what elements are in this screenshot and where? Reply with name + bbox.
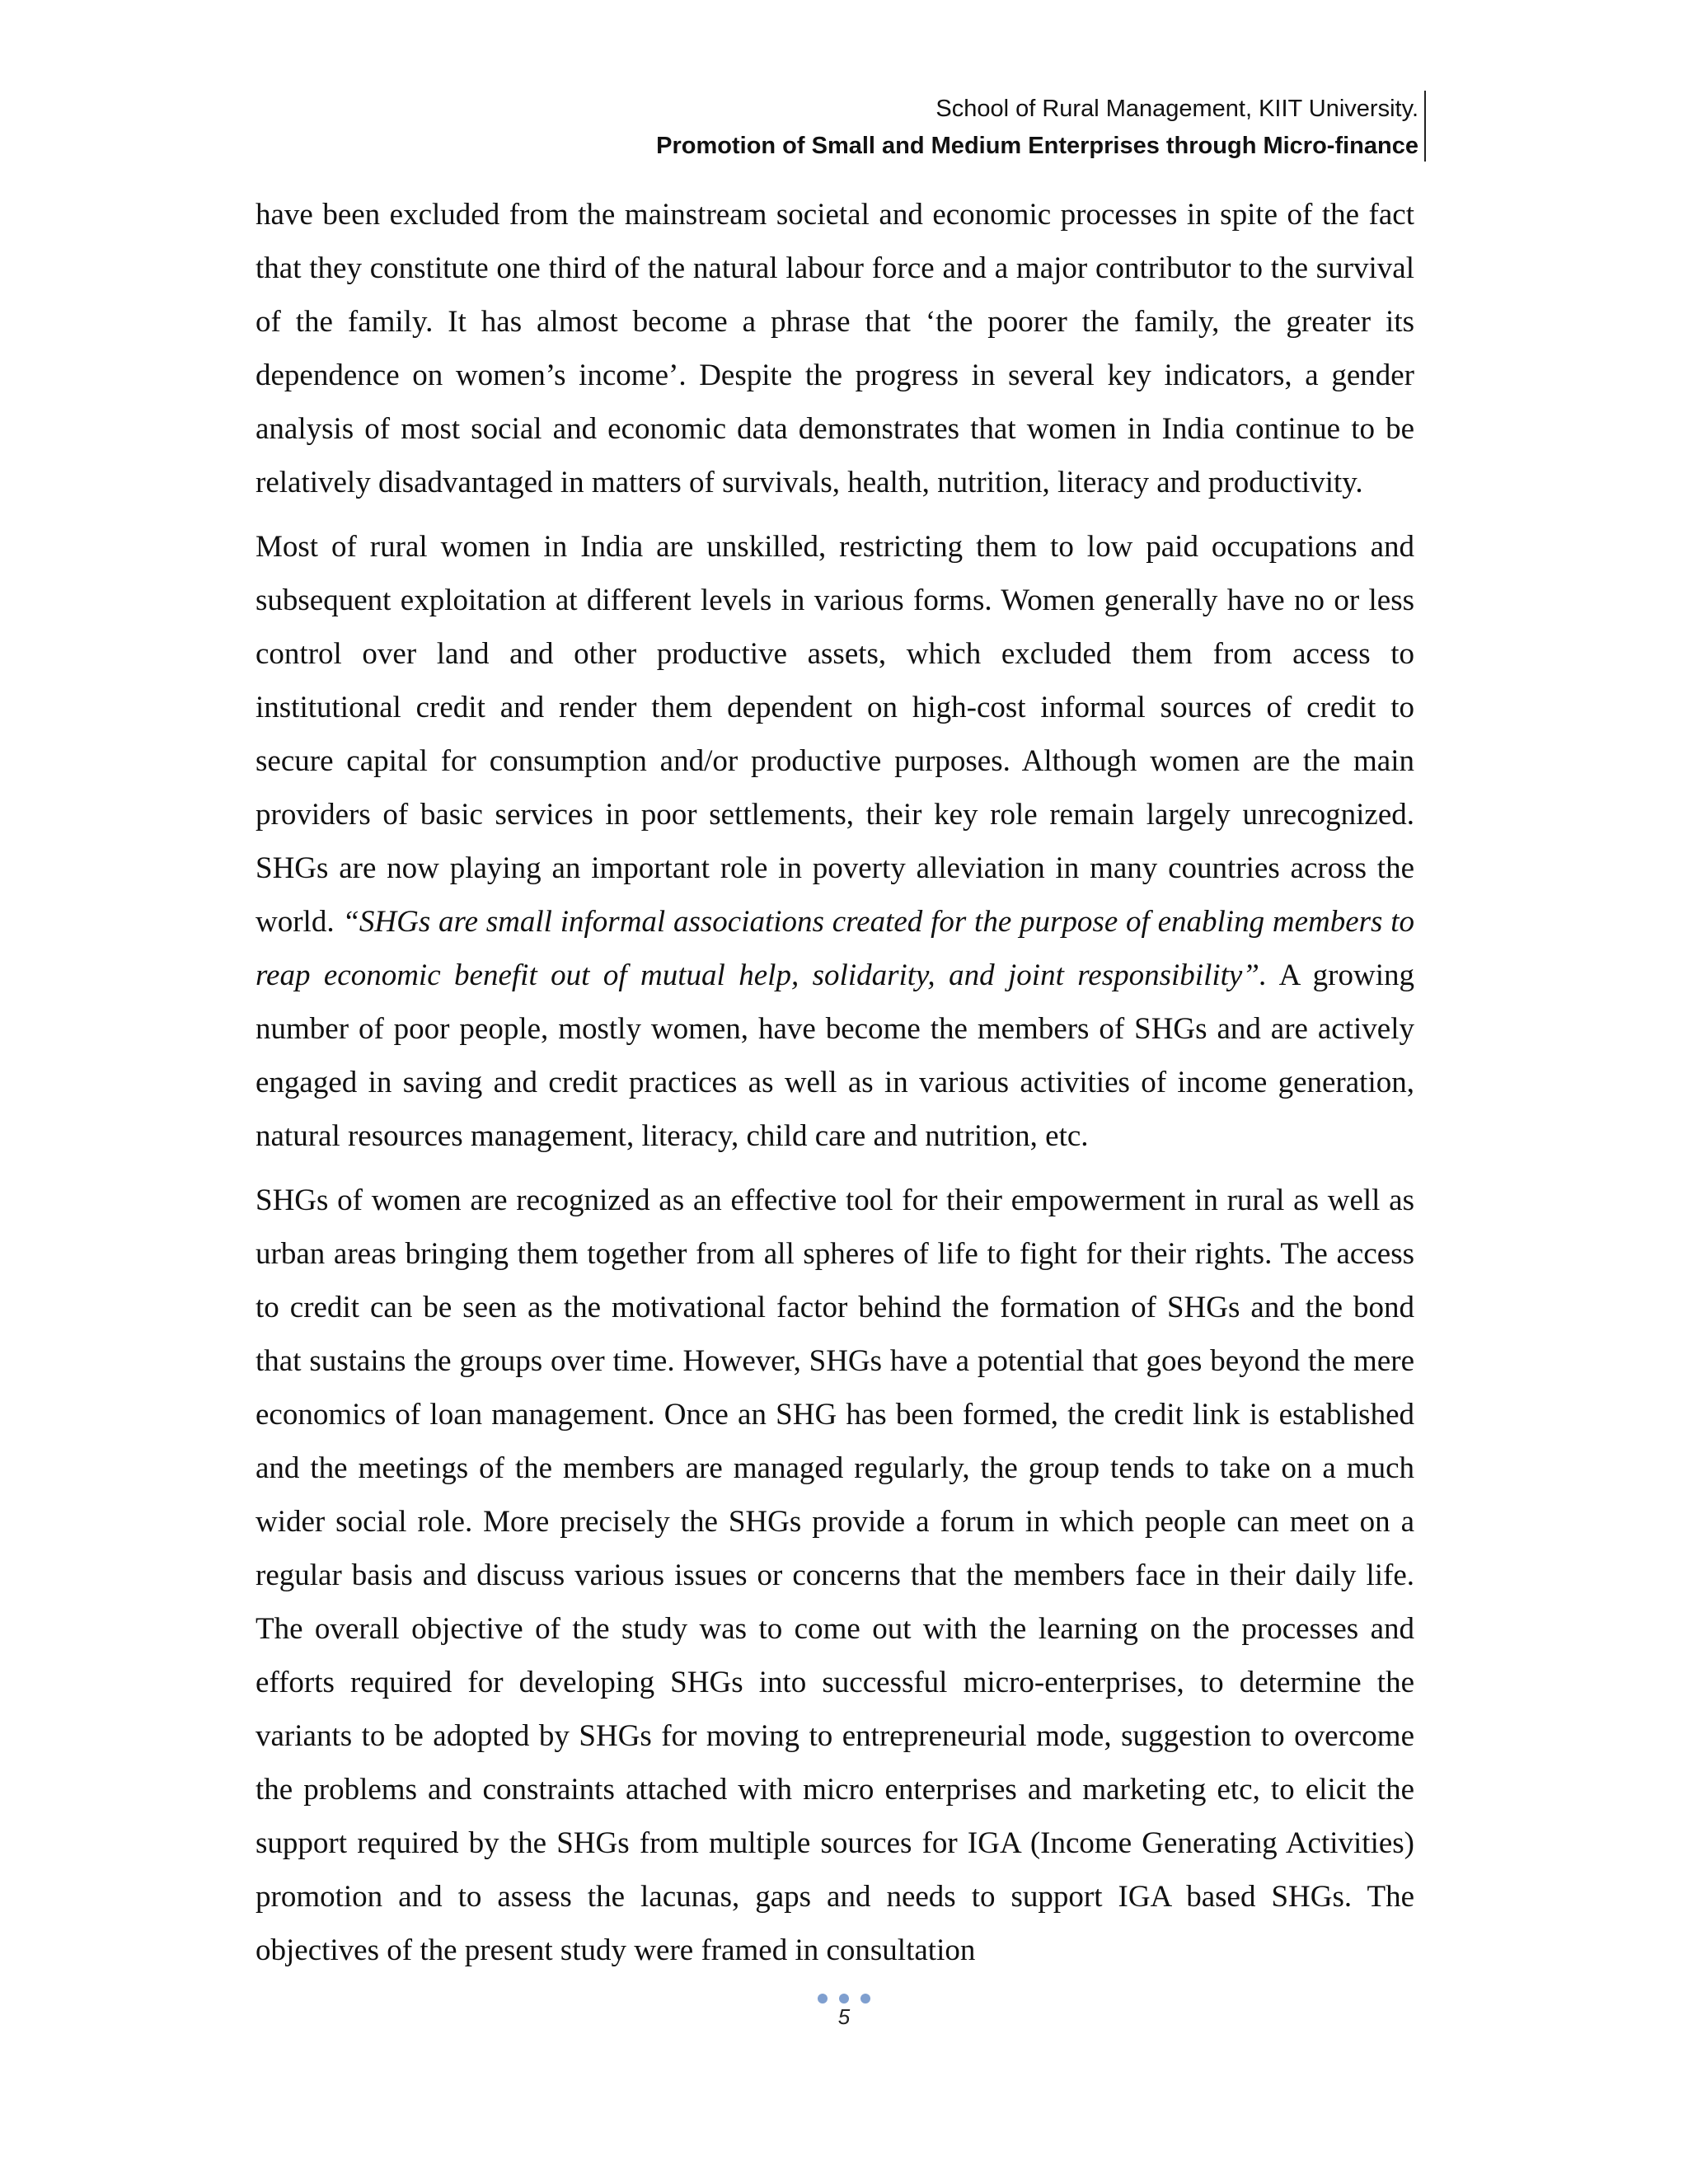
- header-document-title: Promotion of Small and Medium Enterprises through Micro-finance: [656, 133, 1418, 159]
- running-header: [656, 91, 1418, 165]
- paragraph-2-text-end: A growing number of poor people, mostly women, have become the members of SHGs and are actively engaged in saving and credit practices as well as in various activities of income generation, natural resources management, literacy, child care and nutrition, etc.: [256, 958, 1414, 1153]
- page-number: 5: [837, 2004, 851, 2029]
- header-institution: School of Rural Management, KIIT University.: [935, 96, 1418, 122]
- footer-dots-ornament: [818, 1993, 870, 2004]
- paragraph-2-text-start: Most of rural women in India are unskilled, restricting them to low paid occupations and subsequent exploitation at different levels in various forms. Women generally have no or less control over land and other productive assets, which excluded them from access to institutional credit and render them dependent on high-cost informal sources of credit to secure capital for consumption and/or productive purposes. Although women are the main providers of basic services in poor settlements, their key role remain largely unrecognized. SHGs are now playing an important role in poverty alleviation in many countries across the world.: [256, 530, 1414, 939]
- document-body: [256, 188, 1414, 1988]
- paragraph-3: SHGs of women are recognized as an effective tool for their empowerment in rural as well as urban areas bringing them together from all spheres of life to fight for their rights. The access to credit can be seen as the motivational factor behind the formation of SHGs and the bond that sustains the groups over time. However, SHGs have a potential that goes beyond the mere economics of loan management. Once an SHG has been formed, the credit link is established and the meetings of the members are managed regularly, the group tends to take on a much wider social role. More precisely the SHGs provide a forum in which people can meet on a regular basis and discuss various issues or concerns that the members face in their daily life. The overall objective of the study was to come out with the learning on the processes and efforts required for developing SHGs into successful micro-enterprises, to determine the variants to be adopted by SHGs for moving to entrepreneurial mode, suggestion to overcome the problems and constraints attached with micro enterprises and marketing etc, to elicit the support required by the SHGs from multiple sources for IGA (Income Generating Activities) promotion and to assess the lacunas, gaps and needs to support IGA based SHGs. The objectives of the present study were framed in consultation: [256, 1183, 1414, 1967]
- shg-definition-quote: “SHGs are small informal associations created for the purpose of enabling members to reap economic benefit out of mutual help, solidarity, and joint responsibility”.: [256, 905, 1414, 992]
- footer-dot: [818, 1994, 828, 2004]
- footer-dot: [839, 1994, 849, 2004]
- footer-dot: [860, 1994, 870, 2004]
- paragraph-1: have been excluded from the mainstream societal and economic processes in spite of the fact that they constitute one third of the natural labour force and a major contributor to the survival of the family. It has almost become a phrase that ‘the poorer the family, the greater its dependence on women’s income’. Despite the progress in several key indicators, a gender analysis of most social and economic data demonstrates that women in India continue to be relatively disadvantaged in matters of survivals, health, nutrition, literacy and productivity.: [256, 198, 1414, 499]
- paragraph-2: [256, 520, 1414, 1163]
- header-divider: [1424, 91, 1426, 162]
